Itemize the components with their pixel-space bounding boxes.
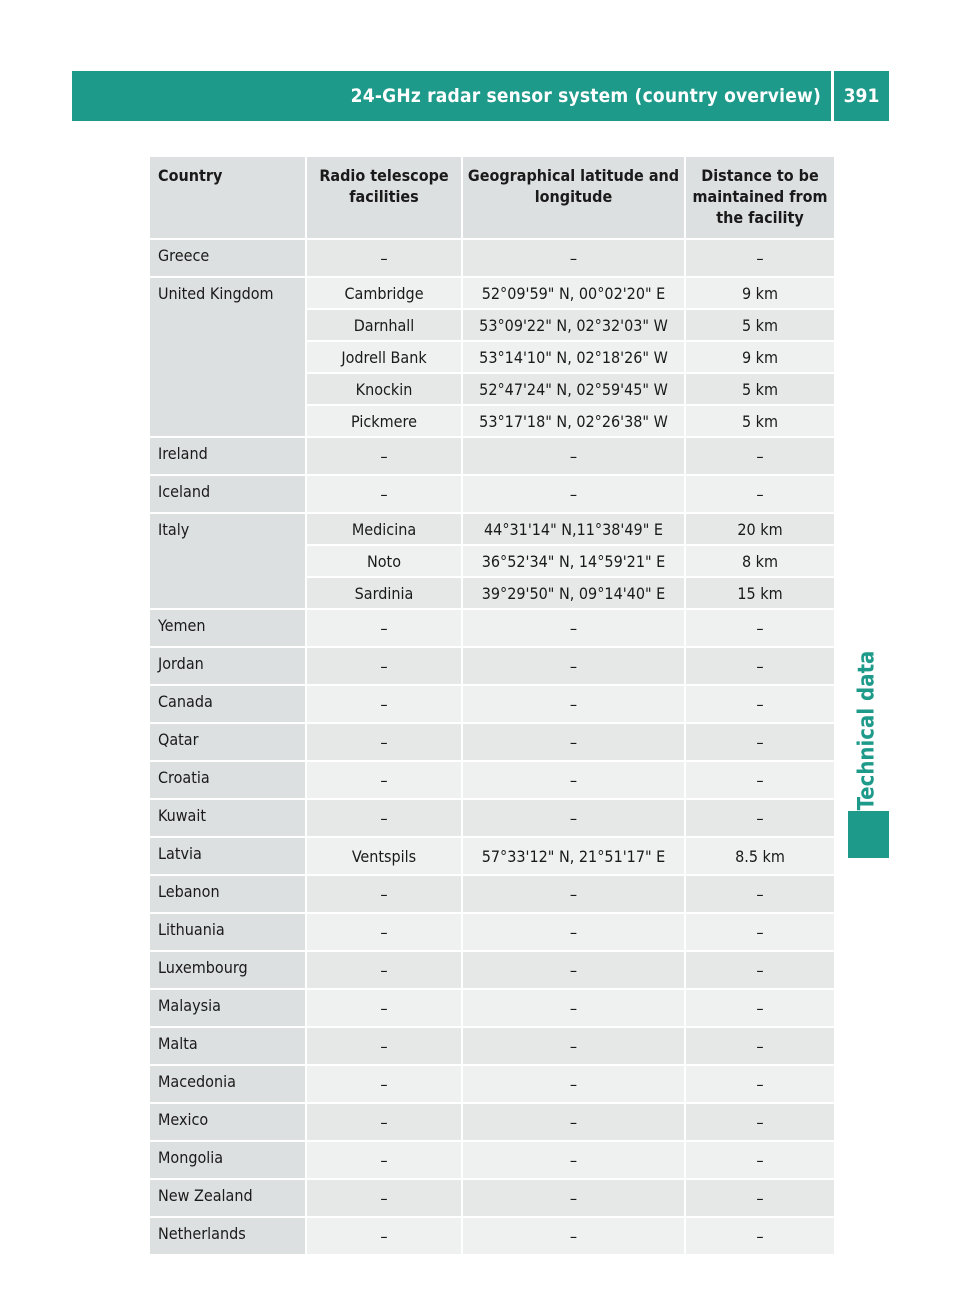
cell-distance: –	[685, 1217, 835, 1255]
cell-distance: –	[685, 647, 835, 685]
cell-country: Luxembourg	[149, 951, 306, 989]
table-body	[149, 239, 835, 1255]
cell-facility: Medicina	[306, 513, 462, 545]
cell-distance: –	[685, 1103, 835, 1141]
column-header-coordinates: Geographical latitude and longitude	[462, 156, 685, 239]
cell-facility: Noto	[306, 545, 462, 577]
cell-distance: –	[685, 989, 835, 1027]
cell-coordinates: 52°09'59" N, 00°02'20" E	[462, 277, 685, 309]
cell-distance: –	[685, 239, 835, 277]
cell-distance: –	[685, 1065, 835, 1103]
cell-facility: Pickmere	[306, 405, 462, 437]
table-row	[149, 513, 835, 545]
cell-coordinates: –	[462, 1217, 685, 1255]
cell-distance: 8.5 km	[685, 837, 835, 875]
table-row	[149, 913, 835, 951]
table-row	[149, 647, 835, 685]
cell-facility: –	[306, 437, 462, 475]
cell-distance: –	[685, 1141, 835, 1179]
side-tab-block	[848, 811, 889, 858]
table-header-row	[149, 156, 835, 239]
cell-facility: Darnhall	[306, 309, 462, 341]
cell-facility: –	[306, 799, 462, 837]
cell-distance: 15 km	[685, 577, 835, 609]
cell-facility: –	[306, 875, 462, 913]
cell-distance: –	[685, 1027, 835, 1065]
cell-facility: –	[306, 951, 462, 989]
cell-distance: –	[685, 799, 835, 837]
column-header-facility: Radio telescope facilities	[306, 156, 462, 239]
page-number: 391	[843, 85, 880, 107]
cell-coordinates: 53°14'10" N, 02°18'26" W	[462, 341, 685, 373]
cell-coordinates: –	[462, 913, 685, 951]
cell-facility: –	[306, 1141, 462, 1179]
cell-distance: –	[685, 913, 835, 951]
cell-country: Kuwait	[149, 799, 306, 837]
cell-facility: Knockin	[306, 373, 462, 405]
cell-coordinates: –	[462, 761, 685, 799]
cell-facility: –	[306, 1065, 462, 1103]
column-header-distance: Distance to be maintained from the facility	[685, 156, 835, 239]
cell-facility: –	[306, 475, 462, 513]
column-header-country: Country	[149, 156, 306, 239]
cell-country: Yemen	[149, 609, 306, 647]
table-row	[149, 875, 835, 913]
table-row	[149, 1141, 835, 1179]
cell-facility: –	[306, 1179, 462, 1217]
cell-country: Netherlands	[149, 1217, 306, 1255]
cell-country: Lithuania	[149, 913, 306, 951]
cell-coordinates: –	[462, 475, 685, 513]
cell-facility: –	[306, 647, 462, 685]
cell-distance: 9 km	[685, 277, 835, 309]
cell-coordinates: –	[462, 1179, 685, 1217]
cell-country: Croatia	[149, 761, 306, 799]
table-row	[149, 1103, 835, 1141]
cell-coordinates: –	[462, 1103, 685, 1141]
cell-coordinates: 57°33'12" N, 21°51'17" E	[462, 837, 685, 875]
country-table	[148, 155, 836, 1256]
table-row	[149, 799, 835, 837]
cell-distance: –	[685, 1179, 835, 1217]
cell-facility: –	[306, 1217, 462, 1255]
cell-country: Ireland	[149, 437, 306, 475]
cell-facility: Jodrell Bank	[306, 341, 462, 373]
cell-coordinates: 39°29'50" N, 09°14'40" E	[462, 577, 685, 609]
table-row	[149, 837, 835, 875]
cell-coordinates: –	[462, 799, 685, 837]
cell-distance: 20 km	[685, 513, 835, 545]
cell-facility: –	[306, 1027, 462, 1065]
cell-country: Malta	[149, 1027, 306, 1065]
cell-facility: –	[306, 723, 462, 761]
cell-coordinates: –	[462, 609, 685, 647]
cell-coordinates: 53°09'22" N, 02°32'03" W	[462, 309, 685, 341]
cell-coordinates: –	[462, 989, 685, 1027]
cell-coordinates: –	[462, 437, 685, 475]
cell-country: Qatar	[149, 723, 306, 761]
cell-country: Canada	[149, 685, 306, 723]
cell-country: Jordan	[149, 647, 306, 685]
cell-distance: –	[685, 475, 835, 513]
cell-coordinates: –	[462, 1065, 685, 1103]
cell-distance: 9 km	[685, 341, 835, 373]
cell-facility: –	[306, 761, 462, 799]
cell-facility: –	[306, 913, 462, 951]
cell-facility: Ventspils	[306, 837, 462, 875]
table-row	[149, 723, 835, 761]
table-row	[149, 989, 835, 1027]
cell-country: Mongolia	[149, 1141, 306, 1179]
cell-country: Latvia	[149, 837, 306, 875]
table-row	[149, 475, 835, 513]
cell-country: Italy	[149, 513, 306, 609]
cell-coordinates: –	[462, 1027, 685, 1065]
page-title: 24-GHz radar sensor system (country overview)	[350, 85, 821, 107]
table-row	[149, 277, 835, 309]
cell-coordinates: –	[462, 647, 685, 685]
cell-country: Lebanon	[149, 875, 306, 913]
table-row	[149, 1217, 835, 1255]
table-row	[149, 437, 835, 475]
cell-facility: –	[306, 989, 462, 1027]
table-row	[149, 685, 835, 723]
cell-country: New Zealand	[149, 1179, 306, 1217]
table-row	[149, 1065, 835, 1103]
cell-distance: 5 km	[685, 309, 835, 341]
country-table-container	[148, 155, 834, 1256]
cell-country: Macedonia	[149, 1065, 306, 1103]
cell-coordinates: 36°52'34" N, 14°59'21" E	[462, 545, 685, 577]
cell-coordinates: –	[462, 723, 685, 761]
cell-facility: Sardinia	[306, 577, 462, 609]
table-row	[149, 239, 835, 277]
table-row	[149, 1179, 835, 1217]
cell-coordinates: –	[462, 1141, 685, 1179]
cell-coordinates: 44°31'14" N,11°38'49" E	[462, 513, 685, 545]
cell-coordinates: 52°47'24" N, 02°59'45" W	[462, 373, 685, 405]
table-row	[149, 951, 835, 989]
table-row	[149, 761, 835, 799]
cell-distance: 5 km	[685, 373, 835, 405]
cell-distance: –	[685, 951, 835, 989]
cell-facility: –	[306, 685, 462, 723]
cell-coordinates: –	[462, 951, 685, 989]
cell-distance: –	[685, 437, 835, 475]
cell-country: Iceland	[149, 475, 306, 513]
cell-distance: 8 km	[685, 545, 835, 577]
cell-coordinates: –	[462, 685, 685, 723]
cell-country: Malaysia	[149, 989, 306, 1027]
cell-facility: –	[306, 1103, 462, 1141]
table-row	[149, 609, 835, 647]
cell-facility: –	[306, 609, 462, 647]
cell-distance: –	[685, 761, 835, 799]
cell-coordinates: 53°17'18" N, 02°26'38" W	[462, 405, 685, 437]
cell-facility: Cambridge	[306, 277, 462, 309]
cell-country: United Kingdom	[149, 277, 306, 437]
cell-distance: –	[685, 609, 835, 647]
cell-facility: –	[306, 239, 462, 277]
side-tab-label: Technical data	[854, 650, 880, 810]
cell-distance: –	[685, 875, 835, 913]
cell-country: Greece	[149, 239, 306, 277]
table-row	[149, 1027, 835, 1065]
cell-coordinates: –	[462, 239, 685, 277]
cell-distance: –	[685, 723, 835, 761]
side-tab	[846, 640, 888, 820]
cell-distance: 5 km	[685, 405, 835, 437]
cell-coordinates: –	[462, 875, 685, 913]
cell-distance: –	[685, 685, 835, 723]
cell-country: Mexico	[149, 1103, 306, 1141]
